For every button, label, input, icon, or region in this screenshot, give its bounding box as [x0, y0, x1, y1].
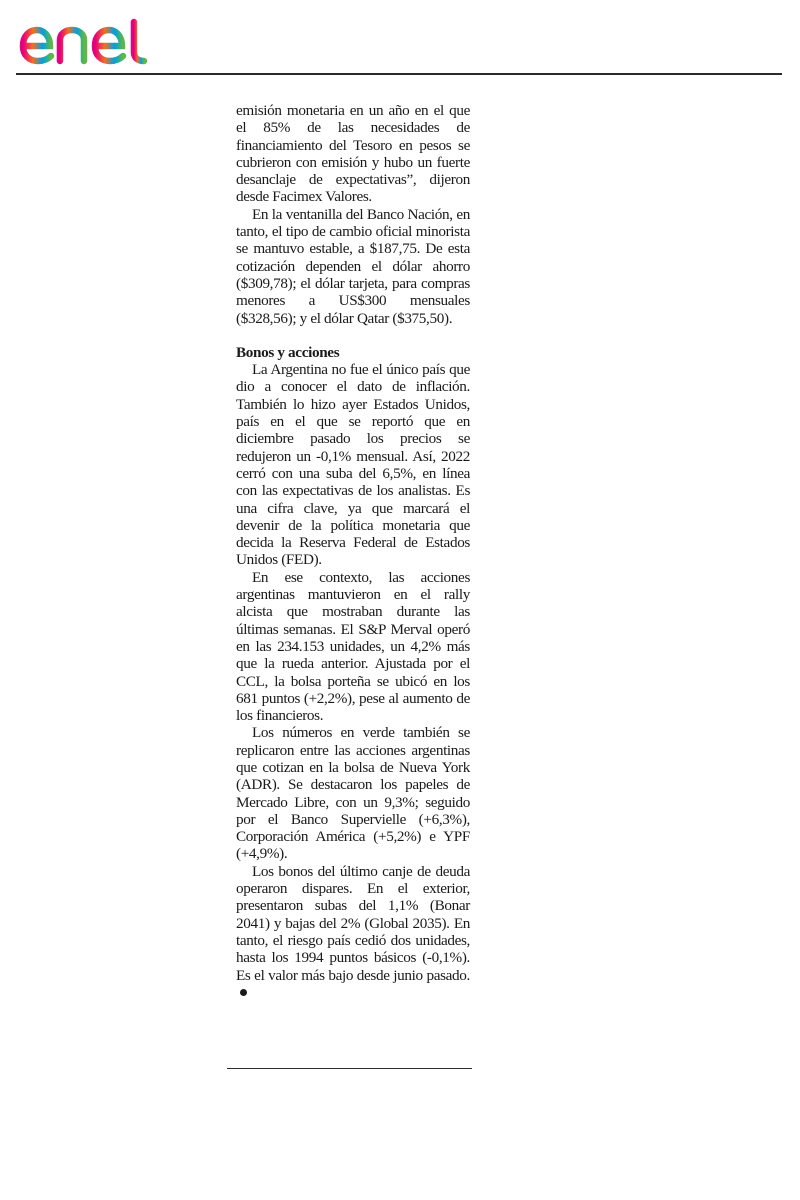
- article-paragraph-last: [236, 863, 470, 1001]
- article-paragraph: Los números en verde también se replicaron entre las acciones argentinas que cotizan en la bolsa de Nueva York (ADR). Se destacaron los papeles de Mercado Libre, con un 9,3%; seguido por el Banco Supervielle (+6,3%), Corporación América (+5,2%) e YPF (+4,9%).: [236, 724, 470, 863]
- article-paragraph: En la ventanilla del Banco Nación, en tanto, el tipo de cambio oficial minorista se mantuvo estable, a $187,75. De esta cotización dependen el dólar ahorro ($309,78); el dólar tarjeta, para compras menores a US$300 mensuales ($328,56); y el dólar Qatar ($375,50).: [236, 205, 470, 327]
- article-paragraph: En ese contexto, las acciones argentinas mantuvieron en el rally alcista que mostraban durante las últimas semanas. El S&P Merval operó en las 234.153 unidades, un 4,2% más que la rueda anterior. Ajustada por el CCL, la bolsa porteña se ubicó en los 681 puntos (+2,2%), pese al aumento de los financieros.: [236, 568, 470, 725]
- article-subhead: Bonos y acciones: [236, 343, 340, 361]
- article-column: [236, 102, 470, 1001]
- article-paragraph-text: Los bonos del último canje de deuda operaron dispares. En el exterior, presentaron subas del 1,1% (Bonar 2041) y bajas del 2% (Global 2035). En tanto, el riesgo país cedió dos unidades, hasta los 1994 puntos básicos (-0,1%). Es el valor más bajo desde junio pasado.: [236, 862, 470, 984]
- article-paragraph: La Argentina no fue el único país que dio a conocer el dato de inflación. También lo hizo ayer Estados Unidos, país en el que se reportó que en diciembre pasado los precios se redujeron un -0,1% mensual. Así, 2022 cerró con una suba del 6,5%, en línea con las expectativas de los analistas. Es una cifra clave, ya que marcará el devenir de la política monetaria que decida la Reserva Federal de Estados Unidos (FED).: [236, 361, 470, 569]
- enel-logo: [16, 16, 172, 66]
- end-of-article-bullet-icon: [240, 989, 247, 996]
- article-paragraph: emisión monetaria en un año en el que el 85% de las necesidades de financiamiento del Tesoro en pesos se cubrieron con emisión y hubo un fuerte desanclaje de expectativas”, dijeron desde Facimex Valores.: [236, 102, 470, 206]
- header-divider: [16, 73, 782, 75]
- footer-divider: [227, 1068, 472, 1069]
